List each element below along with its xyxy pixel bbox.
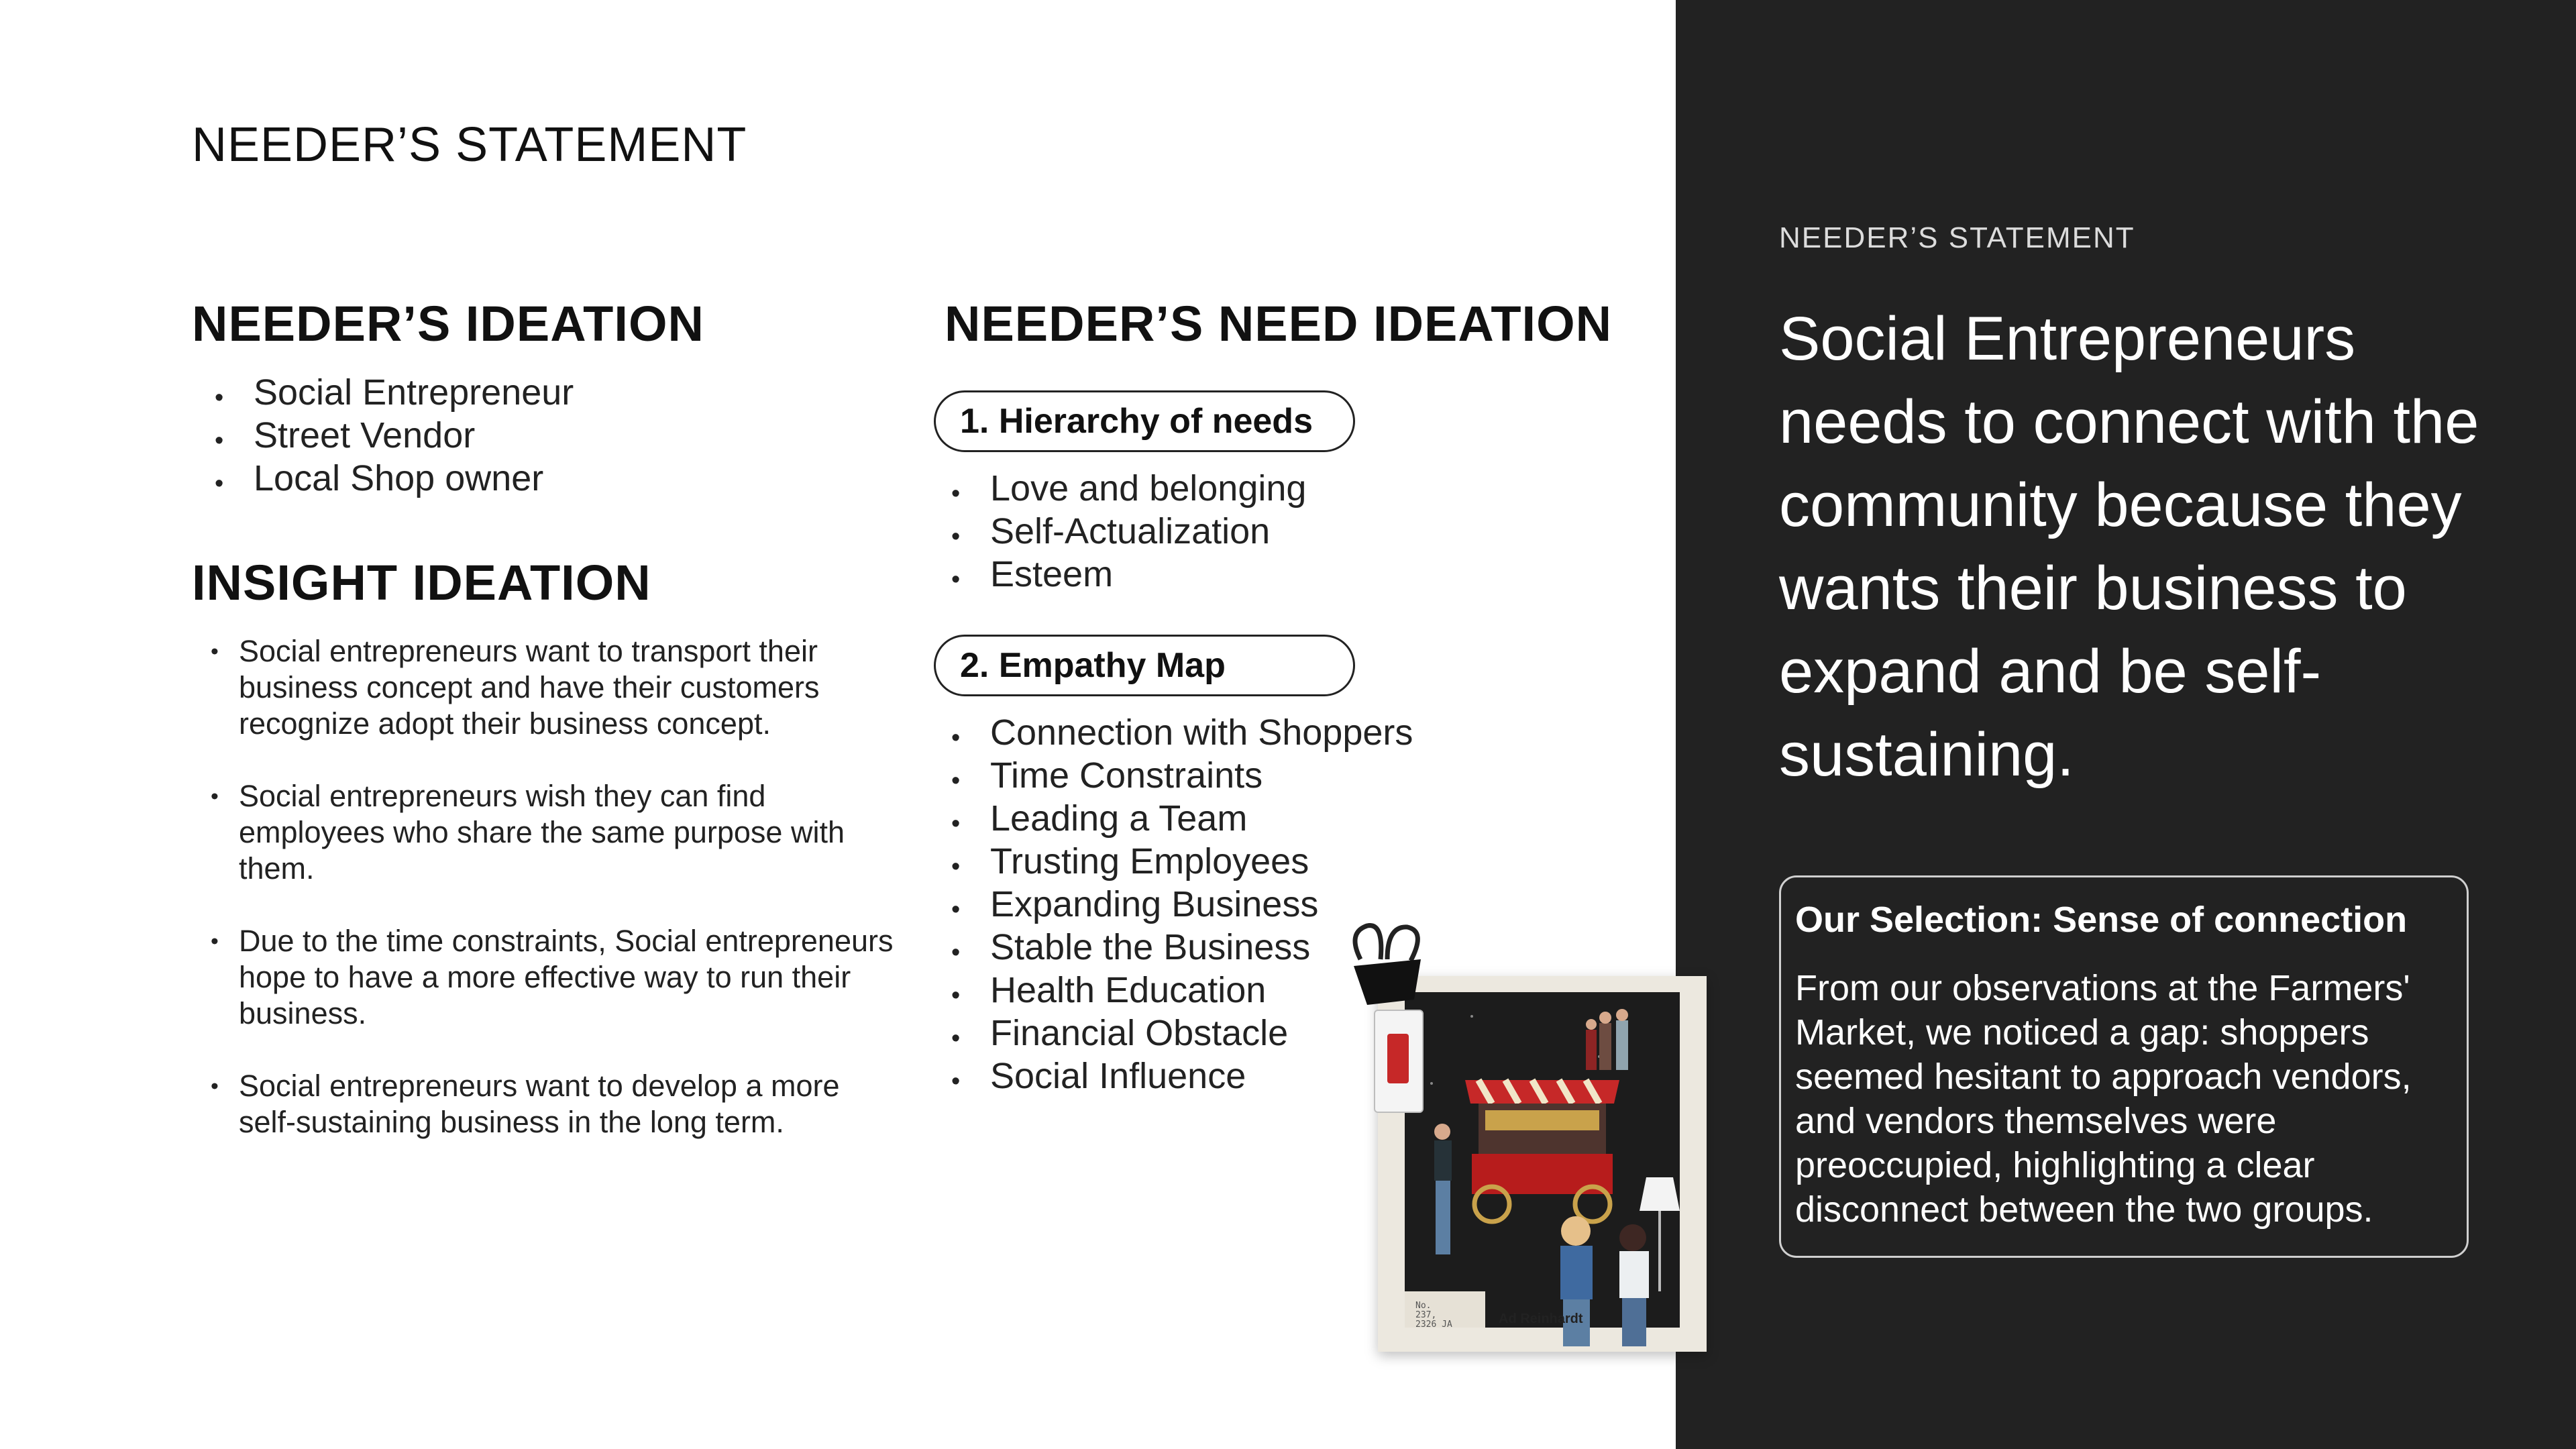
binder-clip-icon [1340, 919, 1434, 1023]
collage-stamp: No. 237, 2326 JA [1415, 1301, 1452, 1330]
insight-ideation-heading: INSIGHT IDEATION [192, 555, 651, 610]
list-item: • Love and belonging [951, 467, 1306, 510]
statement-label: NEEDER’S STATEMENT [1779, 221, 2135, 254]
insight-ideation-list [211, 633, 902, 1177]
tag-label [1374, 1010, 1424, 1113]
selection-title: Our Selection: Sense of connection [1795, 900, 2408, 940]
selection-body: From our observations at the Farmers' Market, we noticed a gap: shoppers seemed hesitant to approach vendors, and vendors themselves were preoccupied, highlighting a clear disconnect between the two groups. [1795, 968, 2412, 1230]
list-item: • Social Entrepreneur [215, 371, 574, 414]
list-item: • Local Shop owner [215, 457, 574, 500]
empathy-map-pill: 2. Empathy Map [934, 635, 1355, 696]
list-item: • Financial Obstacle [951, 1012, 1413, 1055]
hierarchy-of-needs-pill: 1. Hierarchy of needs [934, 390, 1355, 452]
list-item: • Stable the Business [951, 926, 1413, 969]
collage-caption: Ad Reinhardt [1499, 1311, 1583, 1326]
list-item: • Due to the time constraints, Social entrepreneurs hope to have a more effective way to run their business. [211, 923, 902, 1032]
list-item: • Connection with Shoppers [951, 711, 1413, 754]
list-item: • Trusting Employees [951, 840, 1413, 883]
list-item: • Self-Actualization [951, 510, 1306, 553]
list-item: • Time Constraints [951, 754, 1413, 797]
empathy-list [951, 711, 1413, 1097]
list-item: • Social entrepreneurs want to transport their business concept and have their customers recognize adopt their business concept. [211, 633, 902, 742]
needer-ideation-list [215, 371, 574, 500]
list-item: • Leading a Team [951, 797, 1413, 840]
list-item: • Social Influence [951, 1055, 1413, 1097]
hierarchy-list [951, 467, 1306, 596]
list-item: • Social entrepreneurs wish they can find employees who share the same purpose with them. [211, 778, 902, 887]
list-item: • Social entrepreneurs want to develop a more self-sustaining business in the long term. [211, 1068, 902, 1140]
list-item: • Street Vendor [215, 414, 574, 457]
list-item: • Health Education [951, 969, 1413, 1012]
needer-ideation-heading: NEEDER’S IDEATION [192, 296, 704, 352]
collage-illustration [1378, 976, 1707, 1352]
collage-image [1378, 976, 1707, 1352]
need-ideation-heading: NEEDER’S NEED IDEATION [945, 296, 1613, 352]
page-title: NEEDER’S STATEMENT [192, 118, 747, 172]
statement-text: Social Entrepreneurs needs to connect with the community because they wants their business to expand and be self-sustaining. [1779, 305, 2479, 789]
list-item: • Expanding Business [951, 883, 1413, 926]
list-item: • Esteem [951, 553, 1306, 596]
